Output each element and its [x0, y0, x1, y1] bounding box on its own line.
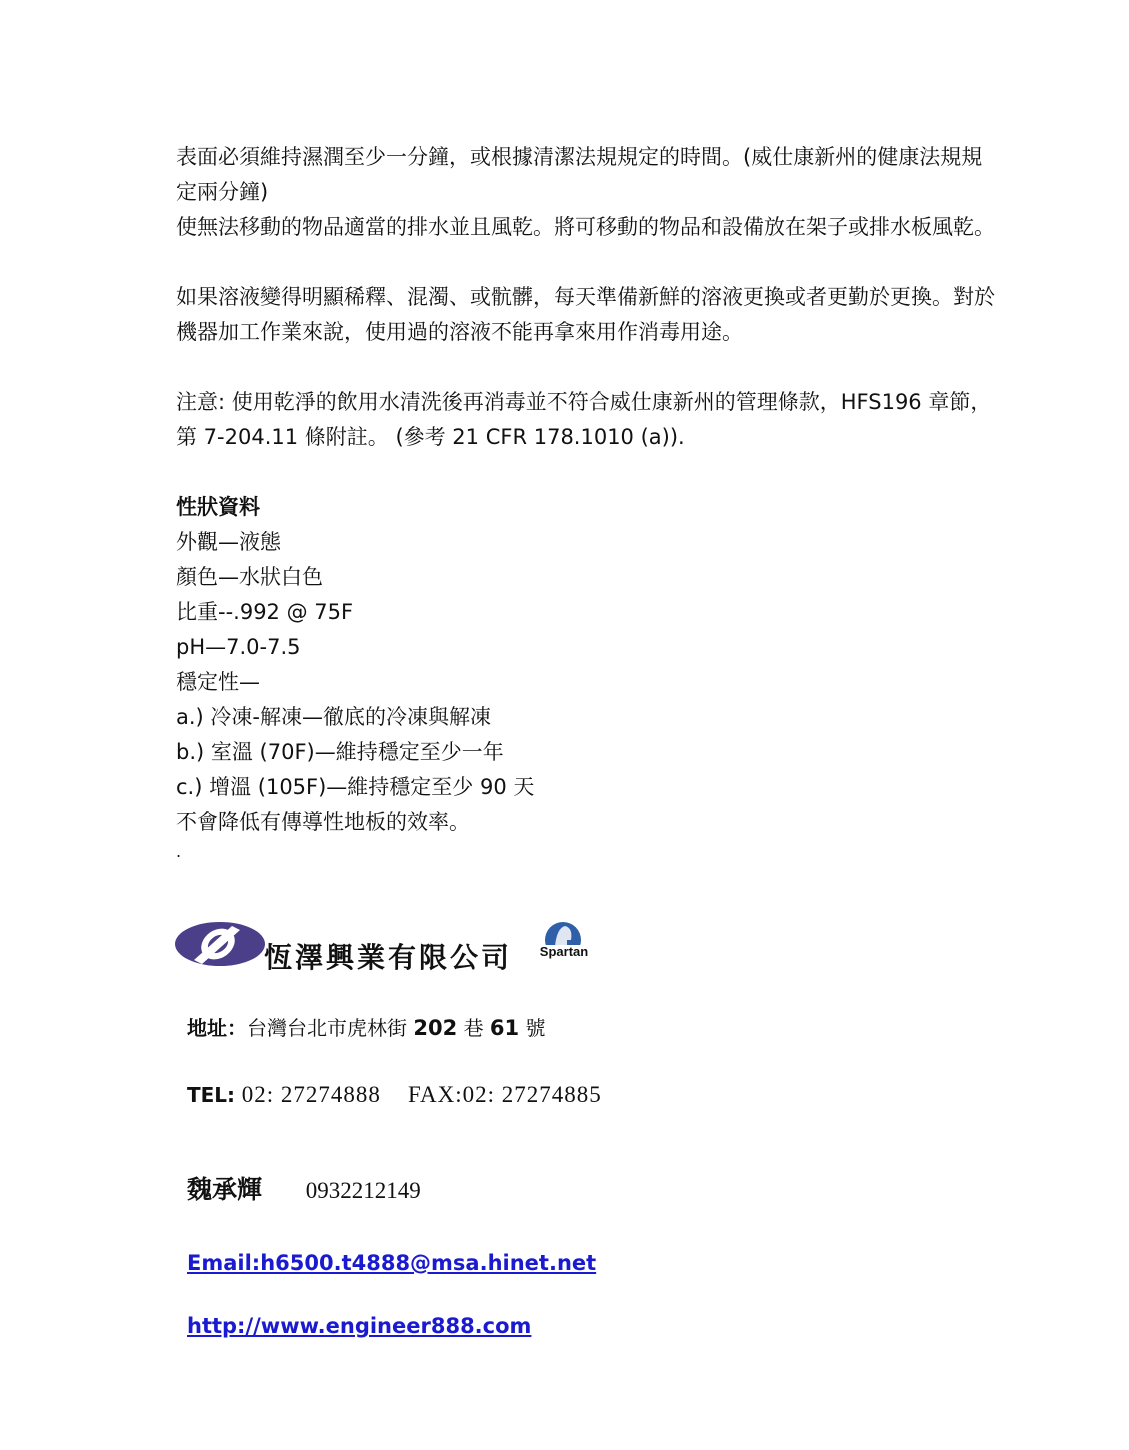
- paragraph-note: 注意: 使用乾淨的飲用水清洗後再消毒並不符合威仕康新州的管理條款，HFS196 章節，第 7-204.11 條附註。 (參考 21 CFR 178.1010 (a)).: [176, 390, 992, 449]
- company-phone-fax: [187, 1082, 602, 1108]
- property-ph: pH—7.0-7.5: [176, 635, 301, 659]
- property-color: 顏色—水狀白色: [176, 565, 323, 589]
- property-appearance: 外觀—液態: [176, 530, 281, 554]
- property-stability: 穩定性—: [176, 670, 260, 694]
- property-floor-efficiency: 不會降低有傳導性地板的效率。: [176, 810, 470, 834]
- paragraph-wet-surface: 表面必須維持濕潤至少一分鐘，或根據清潔法規規定的時間。(威仕康新州的健康法規規定兩分鐘): [176, 145, 983, 204]
- tel-number: 02: 27274888: [241, 1082, 381, 1107]
- address-lane-word: 巷: [463, 1016, 484, 1040]
- paragraph-drain-dry: 使無法移動的物品適當的排水並且風乾。將可移動的物品和設備放在架子或排水板風乾。: [176, 215, 995, 239]
- company-swoosh-logo: [174, 920, 266, 968]
- company-logo-row: [174, 914, 634, 974]
- property-specific-gravity: 比重--.992 @ 75F: [176, 600, 354, 624]
- address-house-word: 號: [525, 1016, 546, 1040]
- fax-number: FAX:02: 27274885: [407, 1082, 602, 1107]
- contact-name: 魏承輝: [187, 1175, 263, 1204]
- address-street: 台灣台北市虎林街: [247, 1016, 407, 1040]
- property-stability-a: a.) 冷凍-解凍—徹底的冷凍與解凍: [176, 705, 491, 729]
- address-house-number: 61: [489, 1016, 520, 1040]
- address-lane-number: 202: [413, 1016, 458, 1040]
- property-stability-b: b.) 室溫 (70F)—維持穩定至少一年: [176, 740, 504, 764]
- address-label: 地址：: [187, 1016, 247, 1040]
- company-address: [187, 1012, 546, 1041]
- email-row: [187, 1251, 596, 1275]
- trailing-dot: .: [176, 842, 182, 861]
- company-name: 恆澤興業有限公司: [264, 941, 513, 974]
- website-link[interactable]: http://www.engineer888.com: [187, 1314, 532, 1338]
- document-body: [176, 140, 996, 864]
- contact-person: [187, 1170, 421, 1206]
- property-stability-c: c.) 增溫 (105F)—維持穩定至少 90 天: [176, 775, 535, 799]
- spartan-logo-text: Spartan: [539, 944, 589, 959]
- paragraph-solution-replace: 如果溶液變得明顯稀釋、混濁、或骯髒，每天準備新鮮的溶液更換或者更勤於更換。對於機器加工作業來說，使用過的溶液不能再拿來用作消毒用途。: [176, 285, 995, 344]
- contact-phone: 0932212149: [305, 1178, 421, 1203]
- email-link[interactable]: Email:h6500.t4888@msa.hinet.net: [187, 1251, 597, 1275]
- website-row: [187, 1314, 531, 1338]
- tel-label: TEL:: [187, 1083, 236, 1107]
- properties-title: 性狀資料: [176, 495, 260, 519]
- spartan-brand-logo: [521, 918, 607, 968]
